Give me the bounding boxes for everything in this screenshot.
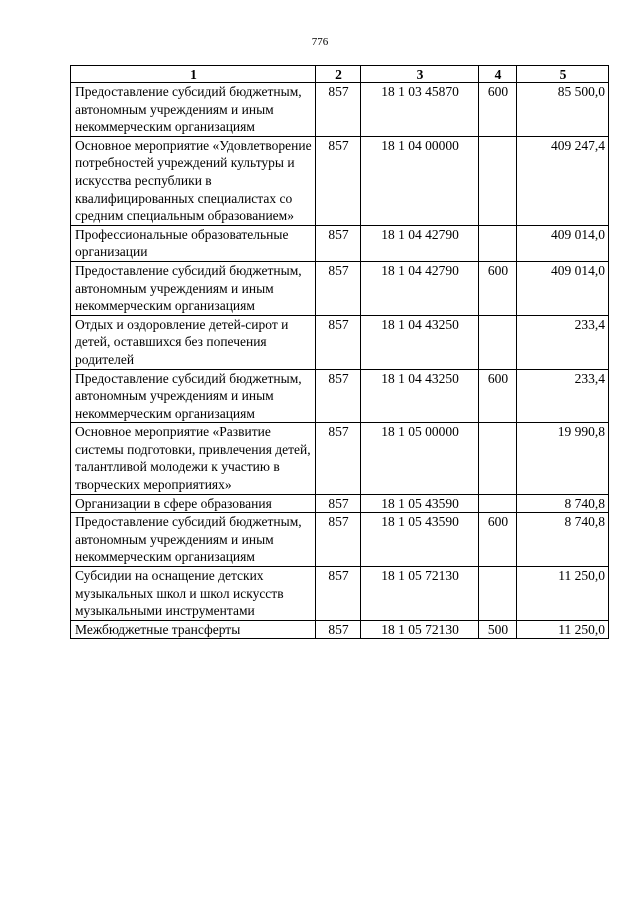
- expense-type-cell: [479, 136, 517, 225]
- page-number: 776: [311, 36, 329, 48]
- ministry-code-cell: 857: [316, 83, 361, 137]
- table-row: [71, 369, 609, 423]
- row-name-cell: [71, 315, 316, 369]
- expense-type-cell: [479, 315, 517, 369]
- ministry-code-cell: 857: [316, 136, 361, 225]
- expense-type-cell: 600: [479, 369, 517, 423]
- target-code-cell: 18 1 04 42790: [361, 261, 479, 315]
- table-row: [71, 315, 609, 369]
- expense-type-cell: 500: [479, 620, 517, 639]
- amount-cell: 8 740,8: [517, 513, 609, 567]
- header-cell-3: 3: [361, 66, 479, 83]
- expense-type-cell: [479, 567, 517, 621]
- row-name: Организации в сфере образования: [75, 495, 272, 511]
- row-name: Субсидии на оснащение детских музыкальных школ и школ искусств музыкальными инструментами: [75, 568, 284, 619]
- table-row: [71, 136, 609, 225]
- budget-table: [70, 65, 609, 639]
- amount-cell: 11 250,0: [517, 567, 609, 621]
- row-name: Межбюджетные трансферты: [75, 621, 241, 637]
- row-name: Основное мероприятие «Развитие системы подготовки, привлечения детей, талантливой молодежи к участию в творческих мероприятиях»: [75, 424, 311, 493]
- target-code-cell: 18 1 03 45870: [361, 83, 479, 137]
- header-row: [71, 66, 609, 83]
- target-code-cell: 18 1 04 00000: [361, 136, 479, 225]
- row-name-cell: [71, 225, 316, 261]
- row-name: Отдых и оздоровление детей-сирот и детей, оставшихся без попечения родителей: [75, 316, 289, 367]
- row-name-cell: [71, 423, 316, 494]
- table-row: [71, 225, 609, 261]
- header-cell-5: 5: [517, 66, 609, 83]
- target-code-cell: 18 1 05 72130: [361, 567, 479, 621]
- table-row: [71, 494, 609, 513]
- header-cell-2: 2: [316, 66, 361, 83]
- table-row: [71, 567, 609, 621]
- ministry-code-cell: 857: [316, 423, 361, 494]
- ministry-code-cell: 857: [316, 567, 361, 621]
- header-cell-1: 1: [71, 66, 316, 83]
- ministry-code-cell: 857: [316, 513, 361, 567]
- row-name: Предоставление субсидий бюджетным, автономным учреждениям и иным некоммерческим организациям: [75, 262, 302, 314]
- amount-cell: 409 247,4: [517, 136, 609, 225]
- row-name: Профессиональные образовательные организации: [75, 226, 289, 260]
- table-row: [71, 620, 609, 639]
- expense-type-cell: [479, 494, 517, 513]
- header-cell-4: 4: [479, 66, 517, 83]
- expense-type-cell: 600: [479, 513, 517, 567]
- row-name: Предоставление субсидий бюджетным, автономным учреждениям и иным некоммерческим организациям: [75, 84, 302, 135]
- table-row: [71, 83, 609, 137]
- row-name-cell: [71, 136, 316, 225]
- table-row: [71, 513, 609, 567]
- row-name: Основное мероприятие «Удовлетворение потребностей учреждений культуры и искусства республики в квалифицированных специалистах со средним специальным образованием»: [75, 137, 312, 224]
- row-name-cell: [71, 369, 316, 423]
- target-code-cell: 18 1 04 43250: [361, 315, 479, 369]
- target-code-cell: 18 1 05 43590: [361, 494, 479, 513]
- row-name-cell: [71, 513, 316, 567]
- target-code-cell: 18 1 05 72130: [361, 620, 479, 639]
- row-name-cell: [71, 620, 316, 639]
- ministry-code-cell: 857: [316, 315, 361, 369]
- ministry-code-cell: 857: [316, 225, 361, 261]
- target-code-cell: 18 1 05 00000: [361, 423, 479, 494]
- amount-cell: 19 990,8: [517, 423, 609, 494]
- amount-cell: 409 014,0: [517, 261, 609, 315]
- target-code-cell: 18 1 05 43590: [361, 513, 479, 567]
- ministry-code-cell: 857: [316, 494, 361, 513]
- row-name-cell: [71, 494, 316, 513]
- row-name: Предоставление субсидий бюджетным, автономным учреждениям и иным некоммерческим организациям: [75, 514, 302, 565]
- ministry-code-cell: 857: [316, 261, 361, 315]
- expense-type-cell: 600: [479, 261, 517, 315]
- expense-type-cell: [479, 423, 517, 494]
- row-name-cell: [71, 261, 316, 315]
- expense-type-cell: 600: [479, 83, 517, 137]
- amount-cell: 85 500,0: [517, 83, 609, 137]
- row-name-cell: [71, 567, 316, 621]
- amount-cell: 8 740,8: [517, 494, 609, 513]
- amount-cell: 233,4: [517, 369, 609, 423]
- table-row: [71, 423, 609, 494]
- amount-cell: 233,4: [517, 315, 609, 369]
- row-name: Предоставление субсидий бюджетным, автономным учреждениям и иным некоммерческим организациям: [75, 370, 302, 421]
- target-code-cell: 18 1 04 43250: [361, 369, 479, 423]
- amount-cell: 409 014,0: [517, 225, 609, 261]
- ministry-code-cell: 857: [316, 620, 361, 639]
- target-code-cell: 18 1 04 42790: [361, 225, 479, 261]
- expense-type-cell: [479, 225, 517, 261]
- row-name-cell: [71, 83, 316, 137]
- table-row: [71, 261, 609, 315]
- amount-cell: 11 250,0: [517, 620, 609, 639]
- ministry-code-cell: 857: [316, 369, 361, 423]
